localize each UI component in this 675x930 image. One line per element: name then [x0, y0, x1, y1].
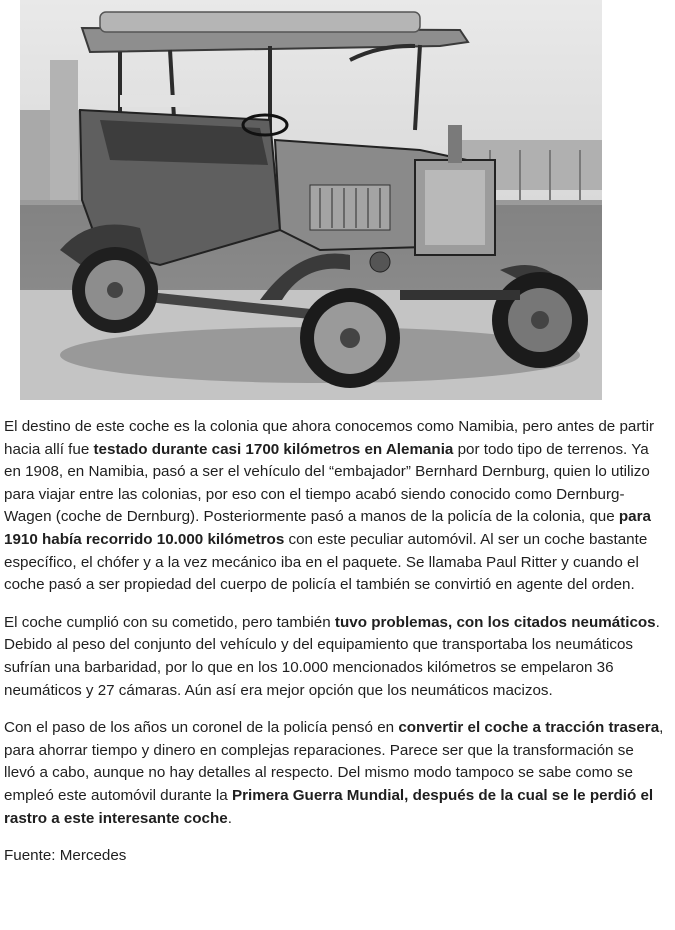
p1-text-1: El destino de este coche es la colonia que ahora conocemos como Namibia, pero antes de partir hacia allí fue — [4, 418, 655, 458]
p1-bold-1: testado durante casi 1700 kilómetros en Alemania — [93, 440, 454, 458]
p1-bold-2: para 1910 había recorrido 10.000 kilómetros — [4, 508, 651, 548]
p3-bold-2: Primera Guerra Mundial, después de la cual se le perdió el rastro a este interesante coche — [4, 786, 654, 827]
paragraph-1 — [4, 416, 664, 597]
p2-bold-1: tuvo problemas, con los citados neumáticos — [334, 613, 656, 631]
p3-bold-1: convertir el coche a tracción trasera — [398, 719, 660, 737]
p1-text-2: por todo tipo de terrenos. Ya en 1908, en Namibia, pasó a ser el vehículo del “embajador” Bernhard Dernburg, quien lo utilizo para viajar entre las colonias, por eso con el tiempo acabó siendo conocido como Dernburg-Wagen (coche de Dernburg). Posteriormente pasó a manos de la policía de la colonia, que — [4, 440, 650, 526]
p2-text-1: El coche cumplió con su cometido, pero también — [4, 613, 335, 631]
p3-text-3: . — [227, 809, 232, 827]
source-credit: Fuente: Mercedes — [4, 847, 127, 865]
p1-text-3: con este peculiar automóvil. Al ser un coche bastante específico, el chófer y a la vez mecánico iba en el paquete. Se llamaba Paul Ritter y cuando el coche pasó a ser propiedad del cuerpo de policía el también se convirtió en agente del orden. — [4, 530, 648, 594]
car-illustration — [20, 0, 602, 400]
p3-text-2: , para ahorrar tiempo y dinero en complejas reparaciones. Parece ser que la transformación se llevó a cabo, aunque no hay detalles al respecto. Del mismo modo tampoco se sabe como se empleó este automóvil durante la — [4, 719, 664, 804]
p3-text-1: Con el paso de los años un coronel de la policía pensó en — [4, 719, 399, 737]
paragraph-2 — [4, 612, 664, 702]
p2-text-2: . Debido al peso del conjunto del vehículo y del equipamiento que transportaba los neumáticos sufrían una barbaridad, por lo que en los 10.000 mencionados kilómetros se empelaron 36 neumáticos y 27 cámaras. Aún así era mejor opción que los neumáticos macizos. — [4, 613, 660, 699]
vintage-car-photo — [20, 0, 602, 400]
article-body — [4, 416, 664, 883]
paragraph-3 — [4, 717, 664, 830]
